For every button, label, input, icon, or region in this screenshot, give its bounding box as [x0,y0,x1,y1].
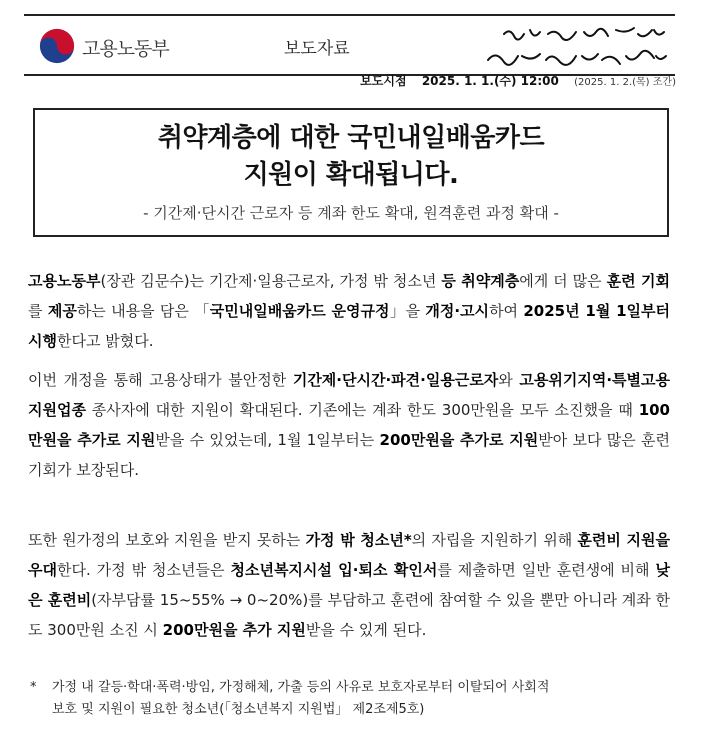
emphasis-text: 100만원을 추가로 지원 [28,401,670,449]
body-text: 를 [28,302,48,320]
headline-line-1: 취약계층에 대한 국민내일배움카드 [157,123,545,153]
body-text: 를 제출하면 일반 훈련생에 비해 [437,561,656,579]
emphasis-text: 200만원을 추가 지원 [162,621,306,639]
document-type: 보도자료 [284,39,350,59]
body-text: 받아 보다 많은 훈련 기회가 보장된다. [28,431,670,479]
press-release-header [24,14,675,76]
emphasis-text: 고용위기지역·특별고용지원업종 [28,371,670,419]
headline-subtitle: - 기간제·단시간 근로자 등 계좌 한도 확대, 원격훈련 과정 확대 - [143,204,559,222]
footnote-mark: * [30,680,37,695]
emphasis-text: 국민내일배움카드 운영규정 [209,302,390,320]
embargo-datetime: 2025. 1. 1.(수) 12:00 [421,74,559,88]
emphasis-text: 2025년 1월 1일부터 시행 [28,302,671,350]
emphasis-text: 청소년복지시설 입·퇴소 확인서 [230,561,438,579]
footnote [30,677,670,721]
emphasis-text: 200만원을 추가로 지원 [379,431,539,449]
body-text: 종사자에 대한 지원이 확대된다. 기존에는 계좌 한도 300만원을 모두 소진했을 때 [85,401,639,419]
body-text: (장관 김문수)는 기간제·일용근로자, 가정 밖 청소년 [100,272,442,290]
emphasis-text: 기간제·단시간·파견·일용근로자 [292,371,499,389]
body-paragraph-1 [28,266,670,356]
body-text: 의 자립을 지원하기 위해 [411,531,578,549]
ministry-name: 고용노동부 [82,38,169,60]
body-text: 에게 더 많은 [519,272,607,290]
body-text: 한다고 밝혔다. [56,332,154,350]
body-text: 하여 [489,302,524,320]
footnote-line-1: 가정 내 갈등·학대·폭력·방임, 가정해체, 가출 등의 사유로 보호자로부터 이탈되어 사회적 [52,680,550,695]
body-paragraph-3 [28,525,670,645]
embargo-line [0,72,676,89]
paper-edition-note: (2025. 1. 2.(목) 조간) [574,77,676,88]
body-text: 한다. 가정 밖 청소년들은 [56,561,231,579]
headline [35,120,667,194]
emphasis-text: 훈련 기회 [606,272,670,290]
emphasis-text: 훈련비 지원을 우대 [28,531,670,579]
government-logo-icon [38,27,76,65]
body-text: 이번 개정을 통해 고용상태가 불안정한 [28,371,293,389]
body-text: 받을 수 있었는데, 1월 1일부터는 [155,431,380,449]
body-text: (자부담률 15~55% → 0~20%)를 부담하고 훈련에 참여할 수 있을 뿐만 아니라 계좌 한도 300만원 소진 시 [28,591,670,639]
body-text: 와 [498,371,520,389]
headline-line-2: 지원이 확대됩니다. [243,160,459,190]
body-paragraph-2 [28,365,670,485]
emphasis-text: 낮은 훈련비 [28,561,670,609]
footnote-line-2: 보호 및 지원이 필요한 청소년(「청소년복지 지원법」 제2조제5호) [52,702,425,717]
emphasis-text: 제공 [47,302,77,320]
emphasis-text: 가정 밖 청소년* [305,531,412,549]
emphasis-text: 등 취약계층 [441,272,520,290]
body-text: 또한 원가정의 보호와 지원을 받지 못하는 [28,531,306,549]
headline-box [33,108,669,237]
slogan-calligraphy-icon [474,20,670,74]
body-text: 하는 내용을 담은 「 [76,302,210,320]
emphasis-text: 고용노동부 [28,272,101,290]
emphasis-text: 개정·고시 [425,302,490,320]
body-text: 받을 수 있게 된다. [305,621,427,639]
body-text: 」을 [389,302,426,320]
embargo-label: 보도시점 [360,74,407,88]
